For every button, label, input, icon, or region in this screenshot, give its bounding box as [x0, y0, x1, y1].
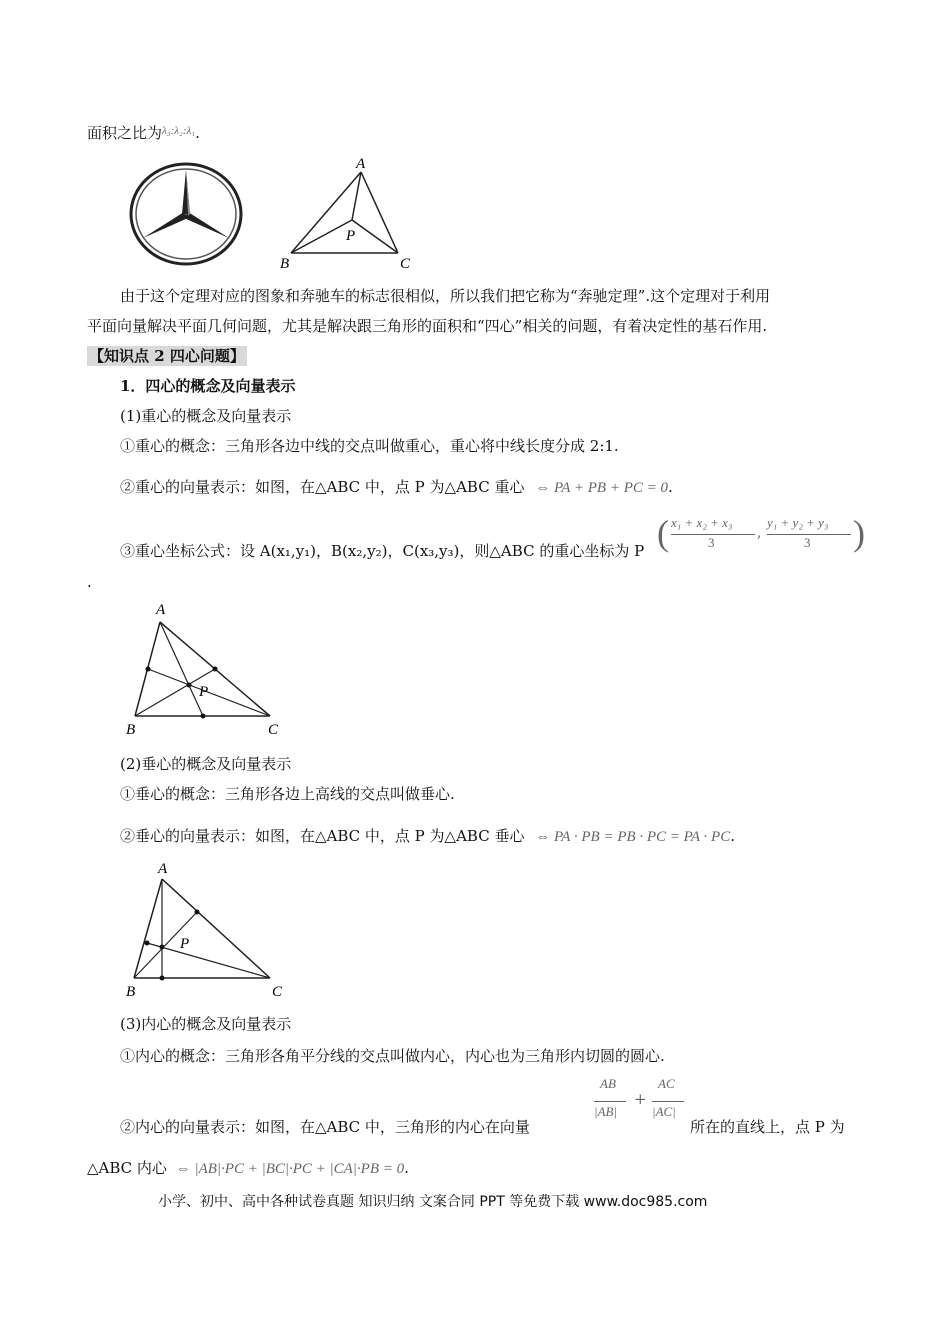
intro-end: .: [195, 124, 200, 142]
intro-line: [87, 121, 200, 143]
incenter-line-2: △ABC 内心 ⇔ |AB|·PC + |BC|·PC + |CA|·PB = 0.: [87, 1159, 409, 1177]
paragraph-line-1: 由于这个定理对应的图象和奔驰车的标志很相似，所以我们把它称为“奔驰定理”.这个定理对于利用: [120, 287, 771, 305]
fig1-label-c: C: [400, 256, 411, 272]
fig3-label-p: P: [180, 936, 190, 952]
centroid-vector-line: ②重心的向量表示：如图，在△ABC 中，点 P 为△ABC 重心 ⇔ PA + PB + PC = 0.: [120, 478, 673, 496]
fig1-label-a: A: [356, 156, 366, 172]
fig2-label-p: P: [199, 684, 209, 700]
fig1-label-p: P: [346, 228, 356, 244]
orthocenter-vector-prefix: ②垂心的向量表示：如图，在△ABC 中，点 P 为△ABC 垂心: [120, 827, 525, 845]
benz-logo-image: [126, 160, 246, 270]
fig2-label-b: B: [126, 722, 136, 738]
area-ratio: λ₃:λ₂:λ₁: [162, 125, 196, 137]
orthocenter-triangle-figure: [120, 855, 295, 1000]
incenter-concept: ①内心的概念：三角形各角平分线的交点叫做内心，内心也为三角形内切圆的圆心.: [120, 1047, 665, 1065]
fig2-label-a: A: [156, 602, 166, 618]
incenter-unit-vector-formula: AB |AB| + AC |AC|: [592, 1074, 688, 1134]
coord-denominator-2: 3: [804, 535, 811, 550]
centroid-title: (1)重心的概念及向量表示: [120, 407, 292, 425]
orthocenter-title: (2)垂心的概念及向量表示: [120, 755, 292, 773]
fig3-label-c: C: [272, 984, 283, 1000]
fig3-label-a: A: [158, 861, 168, 877]
centroid-coord-prefix: ③重心坐标公式：设 A(x₁,y₁)，B(x₂,y₂)，C(x₃,y₃)，则△ABC 的重心坐标为 P: [120, 542, 645, 560]
knowledge-point-heading: 【知识点 2 四心问题】: [89, 347, 245, 365]
coord-denominator-1: 3: [708, 535, 715, 550]
section-title: 1．四心的概念及向量表示: [120, 377, 296, 395]
centroid-vector-prefix: ②重心的向量表示：如图，在△ABC 中，点 P 为△ABC 重心: [120, 478, 525, 496]
fig1-label-b: B: [280, 256, 290, 272]
centroid-concept: ①重心的概念：三角形各边中线的交点叫做重心，重心将中线长度分成 2:1.: [120, 437, 619, 455]
fig3-label-b: B: [126, 984, 136, 1000]
orthocenter-vector-formula: ⇔ PA · PB = PB · PC = PA · PC: [535, 829, 731, 845]
incenter-title: (3)内心的概念及向量表示: [120, 1015, 292, 1033]
centroid-vector-formula: ⇔ PA + PB + PC = 0: [535, 480, 668, 496]
centroid-coord-line: [120, 541, 644, 561]
orthocenter-vector-line: ②垂心的向量表示：如图，在△ABC 中，点 P 为△ABC 垂心 ⇔ PA · PB = PB · PC = PA · PC.: [120, 827, 736, 845]
paragraph-line-2: 平面向量解决平面几何问题，尤其是解决跟三角形的面积和“四心”相关的问题，有着决定性的基石作用.: [87, 317, 768, 335]
intro-text: 面积之比为: [87, 124, 163, 142]
footer-ad: 小学、初中、高中各种试卷真题 知识归纳 文案合同 PPT 等免费下载 www.doc985.com: [158, 1194, 708, 1210]
centroid-coord-end: .: [87, 573, 92, 591]
coord-numerator-x: x₁ + x₂ + x₃: [671, 515, 733, 530]
centroid-triangle-figure: [120, 596, 295, 741]
triangle-figure-benz: [276, 152, 426, 274]
fig2-label-c: C: [268, 722, 279, 738]
incenter-vector-prefix: ②内心的向量表示：如图，在△ABC 中，三角形的内心在向量: [120, 1118, 530, 1136]
incenter-vector-suffix: 所在的直线上，点 P 为: [690, 1118, 845, 1136]
centroid-coord-formula: ( x₁ + x₂ + x₃ 3 , y₁ + y₂ + y₃ 3 ): [657, 513, 865, 553]
coord-numerator-y: y₁ + y₂ + y₃: [767, 515, 829, 530]
incenter-line2-formula: ⇔ |AB|·PC + |BC|·PC + |CA|·PB = 0: [175, 1161, 405, 1177]
orthocenter-concept: ①垂心的概念：三角形各边上高线的交点叫做垂心.: [120, 785, 455, 803]
incenter-line2-prefix: △ABC 内心: [87, 1159, 167, 1177]
